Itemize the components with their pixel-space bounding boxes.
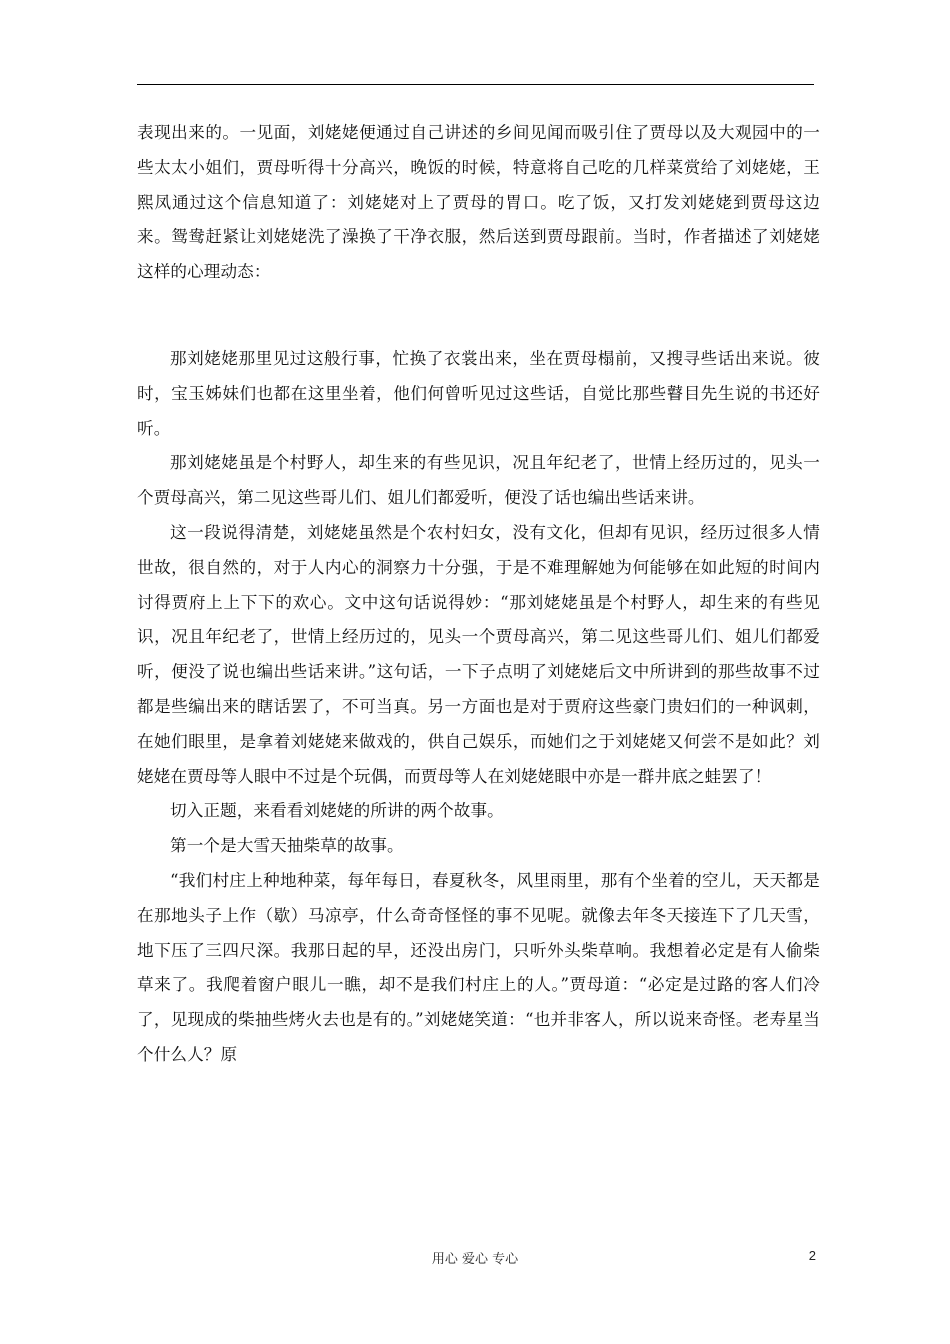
quote-paragraph-1: 那刘姥姥那里见过这般行事，忙换了衣裳出来，坐在贾母榻前，又搜寻些话出来说。彼时，宝玉姊妹们也都在这里坐着，他们何曾听见过这些话，自觉比那些瞽目先生说的书还好听。 bbox=[137, 348, 820, 438]
analysis-paragraph: 这一段说得清楚，刘姥姥虽然是个农村妇女，没有文化，但却有见识，经历过很多人情世故，很自然的，对于人内心的洞察力十分强，于是不难理解她为何能够在如此短的时间内讨得贾府上上下下的欢心。文中这句话说得妙：“那刘姥姥虽是个村野人，却生来的有些见识，况且年纪老了，世情上经历过的，见头一个贾母高兴，第二见这些哥儿们、姐儿们都爱听，便没了说也编出些话来讲。”这句话，一下子点明了刘姥姥后文中所讲到的那些故事不过都是些编出来的瞎话罢了，不可当真。另一方面也是对于贾府这些豪门贵妇们的一种讽刺，在她们眼里，是拿着刘姥姥来做戏的，供自己娱乐，而她们之于刘姥姥又何尝不是如此？刘姥姥在贾母等人眼中不过是个玩偶，而贾母等人在刘姥姥眼中亦是一群井底之蛙罢了！ bbox=[137, 522, 820, 786]
quote-paragraph-2: 那刘姥姥虽是个村野人，却生来的有些见识，况且年纪老了，世情上经历过的，见头一个贾母高兴，第二见这些哥儿们、姐儿们都爱听，便没了话也编出些话来讲。 bbox=[137, 453, 820, 508]
document-body bbox=[137, 116, 820, 1073]
paragraph-continued: 表现出来的。一见面，刘姥姥便通过自己讲述的乡间见闻而吸引住了贾母以及大观园中的一些太太小姐们，贾母听得十分高兴，晚饭的时候，特意将自己吃的几样菜赏给了刘姥姥，王熙凤通过这个信息知道了：刘姥姥对上了贾母的胃口。吃了饭，又打发刘姥姥到贾母这边来。鸳鸯赶紧让刘姥姥洗了澡换了干净衣服，然后送到贾母跟前。当时，作者描述了刘姥姥这样的心理动态： bbox=[137, 123, 820, 282]
topic-paragraph: 切入正题，来看看刘姥姥的所讲的两个故事。 bbox=[170, 801, 504, 821]
header-rule bbox=[137, 84, 814, 85]
paragraph-gap bbox=[137, 290, 820, 342]
footer-slogan: 用心 爱心 专心 bbox=[431, 1252, 519, 1267]
page-number: 2 bbox=[808, 1248, 816, 1263]
story-heading-paragraph: 第一个是大雪天抽柴草的故事。 bbox=[170, 836, 404, 856]
story-quote-paragraph: “我们村庄上种地种菜，每年每日，春夏秋冬，风里雨里，那有个坐着的空儿，天天都是在那地头子上作（歇）马凉亭，什么奇奇怪怪的事不见呢。就像去年冬天接连下了几天雪，地下压了三四尺深。我那日起的早，还没出房门，只听外头柴草响。我想着必定是有人偷柴草来了。我爬着窗户眼儿一瞧，却不是我们村庄上的人。”贾母道：“必定是过路的客人们冷了，见现成的柴抽些烤火去也是有的。”刘姥姥笑道：“也并非客人，所以说来奇怪。老寿星当个什么人？原 bbox=[137, 870, 820, 1064]
